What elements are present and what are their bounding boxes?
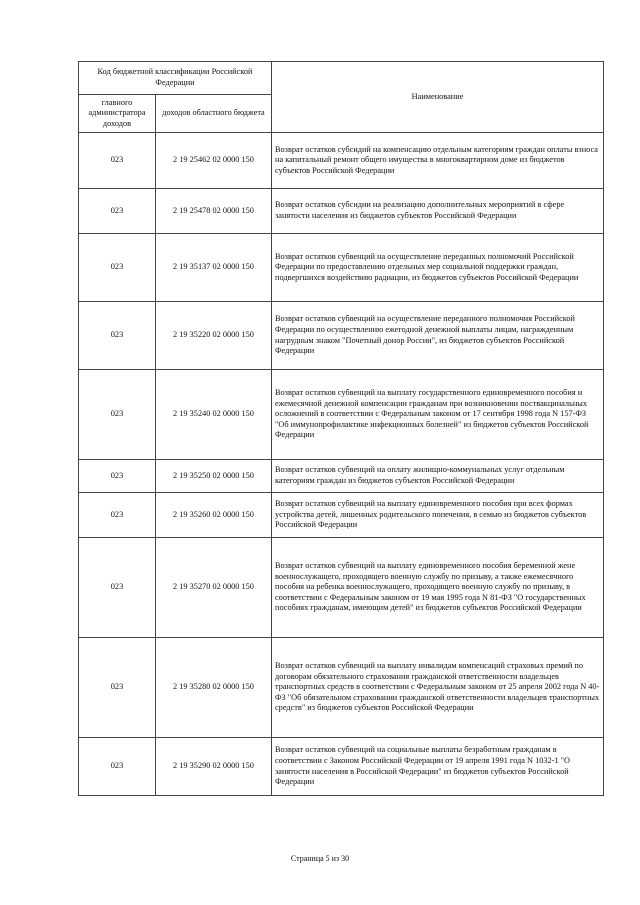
name-cell: Возврат остатков субвенций на социальные выплаты безработным гражданам в соответствии с Законом Российской Федерации от 19 апреля 1991 года N 1032-1 "О занятости населения в Российской Федерации" из бюджетов субъектов Российской Федерации (272, 738, 604, 796)
name-cell: Возврат остатков субсидии на реализацию дополнительных мероприятий в сфере занятости населения из бюджетов субъектов Российской Федерации (272, 189, 604, 234)
income-code-cell: 2 19 35270 02 0000 150 (156, 538, 272, 638)
name-cell: Возврат остатков субвенций на выплату единовременного пособия беременной жене военнослужащего, проходящего военную службу по призыву, а также ежемесячного пособия на ребенка военнослужащего, проходящего военную службу по призыву, в соответствии с Федеральным законом от 19 мая 1995 года N 81-ФЗ "О государственных пособиях гражданам, имеющим детей" из бюджетов субъектов Российской Федерации (272, 538, 604, 638)
admin-code-cell: 023 (79, 234, 156, 302)
name-cell: Возврат остатков субвенций на оплату жилищно-коммунальных услуг отдельным категориям граждан из бюджетов субъектов Российской Федерации (272, 460, 604, 493)
admin-code-cell: 023 (79, 370, 156, 460)
name-cell: Возврат остатков субвенций на выплату инвалидам компенсаций страховых премий по договорам обязательного страхования гражданской ответственности владельцев транспортных средств в соответствии с Федеральным законом от 25 апреля 2002 года N 40-ФЗ "Об обязательном страховании гражданской ответственности владельцев транспортных средств" из бюджетов субъектов Российской Федерации (272, 638, 604, 738)
name-cell: Возврат остатков субвенций на выплату единовременного пособия при всех формах устройства детей, лишенных родительского попечения, в семью из бюджетов субъектов Российской Федерации (272, 493, 604, 538)
table-row (79, 133, 604, 189)
table-row (79, 460, 604, 493)
page-number: Страница 5 из 30 (290, 854, 350, 863)
admin-code-cell: 023 (79, 738, 156, 796)
income-code-cell: 2 19 35137 02 0000 150 (156, 234, 272, 302)
table-body (79, 62, 604, 796)
income-code-cell: 2 19 25462 02 0000 150 (156, 133, 272, 189)
admin-code-cell: 023 (79, 538, 156, 638)
admin-code-cell: 023 (79, 302, 156, 370)
income-code-cell: 2 19 35260 02 0000 150 (156, 493, 272, 538)
income-code-cell: 2 19 35290 02 0000 150 (156, 738, 272, 796)
table-row (79, 538, 604, 638)
table-row (79, 493, 604, 538)
admin-code-cell: 023 (79, 493, 156, 538)
name-cell: Возврат остатков субсидий на компенсацию отдельным категориям граждан оплаты взноса на капитальный ремонт общего имущества в многоквартирном доме из бюджетов субъектов Российской Федерации (272, 133, 604, 189)
name-cell: Возврат остатков субвенций на осуществление переданного полномочия Российской Федерации по осуществлению ежегодной денежной выплаты лицам, награжденным нагрудным знаком "Почетный донор России", из бюджетов субъектов Российской Федерации (272, 302, 604, 370)
admin-code-cell: 023 (79, 460, 156, 493)
income-code-cell: 2 19 35250 02 0000 150 (156, 460, 272, 493)
admin-code-cell: 023 (79, 189, 156, 234)
table-row (79, 189, 604, 234)
table-row (79, 638, 604, 738)
header-row-1 (79, 62, 604, 95)
admin-code-cell: 023 (79, 133, 156, 189)
income-code-cell: 2 19 35280 02 0000 150 (156, 638, 272, 738)
admin-code-cell: 023 (79, 638, 156, 738)
income-code-cell: 2 19 25478 02 0000 150 (156, 189, 272, 234)
income-code-cell: 2 19 35240 02 0000 150 (156, 370, 272, 460)
header-name: Наименование (272, 62, 604, 133)
table-row (79, 234, 604, 302)
name-cell: Возврат остатков субвенций на осуществление переданных полномочий Российской Федерации по предоставлению отдельных мер социальной поддержки граждан, подвергшихся воздействию радиации, из бюджетов субъектов Российской Федерации (272, 234, 604, 302)
table-row (79, 370, 604, 460)
table-row (79, 738, 604, 796)
name-cell: Возврат остатков субвенций на выплату государственного единовременного пособия и ежемесячной денежной компенсации гражданам при возникновении поствакцинальных осложнений в соответствии с Федеральным законом от 17 сентября 1998 года N 157-ФЗ "Об иммунопрофилактике инфекционных болезней" из бюджетов субъектов Российской Федерации (272, 370, 604, 460)
table-row (79, 302, 604, 370)
header-code-group: Код бюджетной классификации Российской Федерации (79, 62, 272, 95)
income-code-cell: 2 19 35220 02 0000 150 (156, 302, 272, 370)
budget-classification-table (78, 61, 604, 796)
header-admin: главного администратора доходов (79, 95, 156, 133)
header-income: доходов областного бюджета (156, 95, 272, 133)
